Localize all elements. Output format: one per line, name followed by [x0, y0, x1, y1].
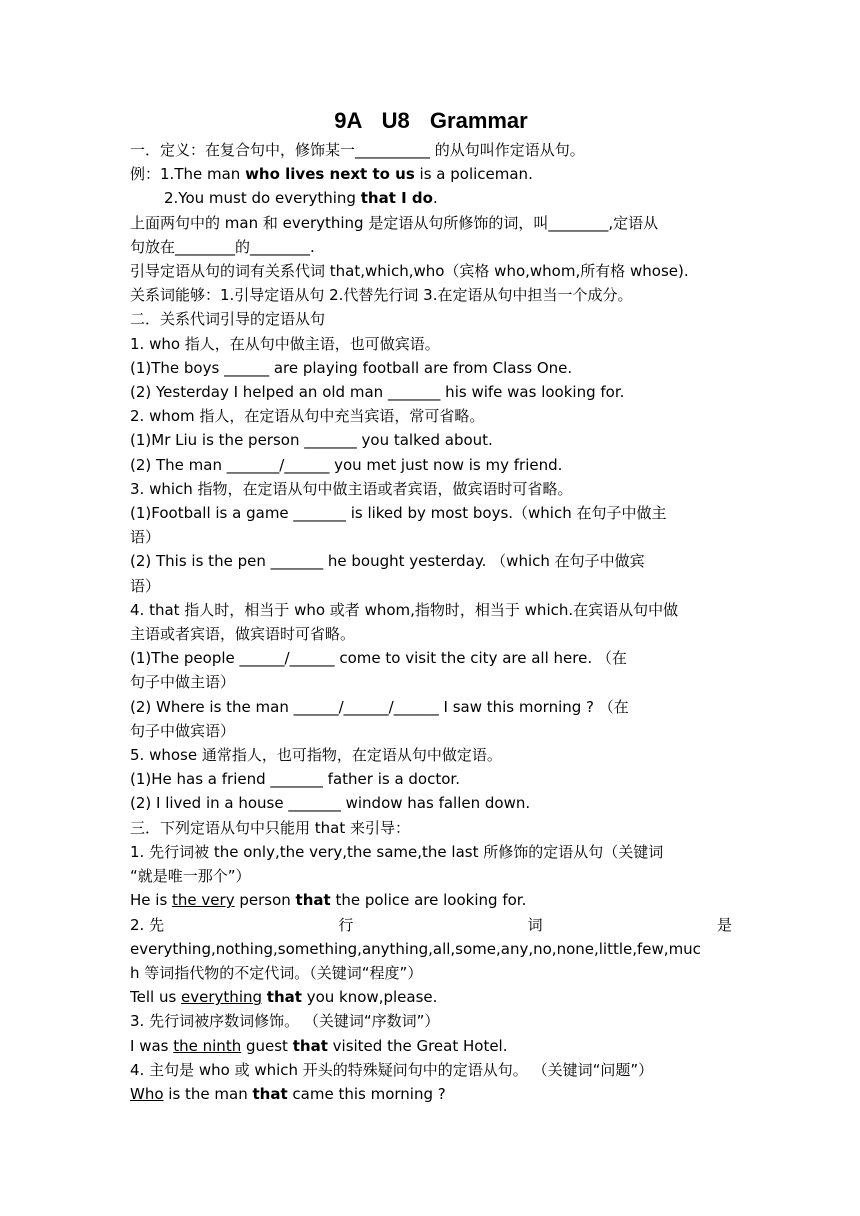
that-only-example-2 — [130, 985, 732, 1009]
that-exercise-2-cont: 句子中做宾语） — [130, 721, 236, 740]
ex-underlined: everything — [181, 988, 263, 1007]
ex-underlined: the ninth — [173, 1036, 242, 1055]
ex-that: that — [266, 988, 302, 1007]
who-rule: 1. who 指人，在从句中做主语，也可做宾语。 — [130, 334, 440, 353]
whom-exercise-1: (1)Mr Liu is the person _______ you talked about. — [130, 431, 493, 450]
section-3-heading: 三．下列定语从句中只能用 that 来引导： — [130, 818, 410, 837]
antecedent-line: 上面两句中的 man 和 everything 是定语从句所修饰的词，叫________,定语从 — [130, 213, 659, 232]
that-rule-cont: 主语或者宾语，做宾语时可省略。 — [130, 625, 356, 644]
example-2-clause: that I do — [360, 189, 433, 208]
who-exercise-1: (1)The boys ______ are playing football are from Class One. — [130, 358, 573, 377]
example-2 — [130, 186, 732, 210]
that-rule: 4. that 指人时，相当于 who 或者 whom,指物时，相当于 which.在宾语从句中做 — [130, 600, 679, 619]
that-only-rule-2-list: everything,nothing,something,anything,all,some,any,no,none,little,few,muc — [130, 939, 701, 958]
section-2-heading: 二．关系代词引导的定语从句 — [130, 310, 326, 329]
which-rule: 3. which 指物，在定语从句中做主语或者宾语，做宾语时可省略。 — [130, 479, 573, 498]
page-title: 9A U8 Grammar — [334, 108, 528, 133]
that-only-example-4 — [130, 1082, 732, 1106]
ex-text: He is — [130, 891, 173, 910]
relative-pronouns-line: 引导定语从句的词有关系代词 that,which,who（宾格 who,whom,所有格 whose). — [130, 262, 689, 281]
ex-text: visited the Great Hotel. — [327, 1036, 508, 1055]
which-exercise-2-cont: 语） — [130, 576, 161, 595]
that-only-rule-2 — [130, 913, 732, 937]
ex-text: is the man — [163, 1084, 253, 1103]
ex-text: guest — [241, 1036, 293, 1055]
that-exercise-2: (2) Where is the man ______/______/______ I saw this morning ? （在 — [130, 697, 629, 716]
definition-line: 一．定义：在复合句中，修饰某一__________ 的从句叫作定语从句。 — [130, 141, 585, 159]
that-exercise-1: (1)The people ______/______ come to visit the city are all here. （在 — [130, 649, 627, 668]
example-1-text: 1.The man — [160, 165, 246, 184]
whose-exercise-2: (2) I lived in a house _______ window has fallen down. — [130, 794, 531, 813]
rule-2-word: 词 — [527, 915, 543, 934]
ex-text: I was — [130, 1036, 174, 1055]
whose-exercise-1: (1)He has a friend _______ father is a doctor. — [130, 770, 460, 789]
whom-rule: 2. whom 指人，在定语从句中充当宾语，常可省略。 — [130, 407, 485, 426]
ex-underlined: Who — [130, 1084, 164, 1103]
example-2-end: . — [432, 189, 438, 208]
ex-text: came this morning ? — [287, 1084, 446, 1103]
position-line: 句放在________的________. — [130, 237, 315, 256]
which-exercise-1-cont: 语） — [130, 528, 161, 547]
ex-text: you know,please. — [301, 988, 438, 1007]
ex-text: person — [234, 891, 296, 910]
ex-that: that — [252, 1084, 288, 1103]
whom-exercise-2: (2) The man _______/______ you met just now is my friend. — [130, 455, 563, 474]
ex-that: that — [295, 891, 331, 910]
who-exercise-2: (2) Yesterday I helped an old man _______ his wife was looking for. — [130, 383, 625, 402]
whose-rule: 5. whose 通常指人，也可指物，在定语从句中做定语。 — [130, 746, 502, 765]
that-only-rule-1-cont: “就是唯一那个”） — [130, 867, 251, 886]
rule-2-word: 是 — [716, 915, 732, 934]
example-1 — [130, 162, 732, 186]
that-exercise-1-cont: 句子中做主语） — [130, 673, 236, 692]
that-only-rule-1: 1. 先行词被 the only,the very,the same,the last 所修饰的定语从句（关键词 — [130, 842, 664, 861]
rule-2-word: 行 — [338, 915, 354, 934]
ex-that: that — [292, 1036, 328, 1055]
ex-text: the police are looking for. — [330, 891, 527, 910]
example-1-clause: who lives next to us — [245, 165, 415, 184]
example-2-text: 2.You must do everything — [164, 189, 361, 208]
which-exercise-1: (1)Football is a game _______ is liked by most boys.（which 在句子中做主 — [130, 504, 667, 523]
that-only-rule-2-cont: h 等词指代物的不定代词。（关键词“程度”） — [130, 963, 423, 982]
which-exercise-2: (2) This is the pen _______ he bought yesterday. （which 在句子中做宾 — [130, 552, 645, 571]
functions-line: 关系词能够：1.引导定语从句 2.代替先行词 3.在定语从句中担当一个成分。 — [130, 286, 633, 305]
rule-2-word: 2. 先 — [130, 915, 165, 934]
that-only-rule-4: 4. 主句是 who 或 which 开头的特殊疑问句中的定语从句。 （关键词“问题”） — [130, 1060, 654, 1079]
ex-text: Tell us — [130, 988, 182, 1007]
document-content — [130, 104, 732, 1106]
that-only-example-3 — [130, 1034, 732, 1058]
ex-underlined: the very — [172, 891, 235, 910]
that-only-example-1 — [130, 888, 732, 912]
example-1-end: is a policeman. — [414, 165, 533, 184]
example-label: 例： — [130, 165, 161, 184]
that-only-rule-3: 3. 先行词被序数词修饰。 （关键词“序数词”） — [130, 1012, 440, 1031]
